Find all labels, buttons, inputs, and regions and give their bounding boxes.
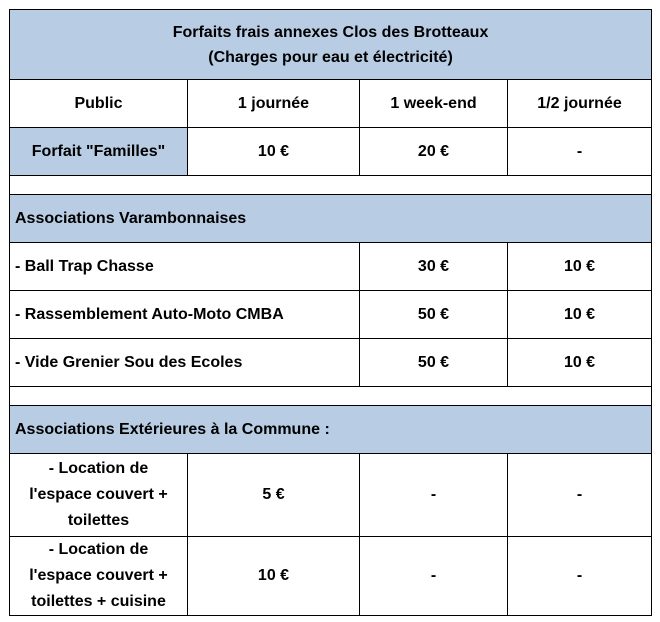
title-line-2: (Charges pour eau et électricité): [208, 48, 453, 66]
header-row: [10, 80, 652, 128]
row-label: - Rassemblement Auto-Moto CMBA: [10, 291, 360, 339]
half-day-price: -: [508, 454, 652, 537]
familles-day-price: 10 €: [188, 128, 360, 176]
column-header-1-day: 1 journée: [188, 80, 360, 128]
table-row: [10, 291, 652, 339]
day-price: 10 €: [188, 537, 360, 616]
table-row: [10, 537, 652, 616]
row-label-line-2: l'espace couvert +: [29, 567, 168, 584]
row-label: - Ball Trap Chasse: [10, 243, 360, 291]
weekend-price: 50 €: [360, 291, 508, 339]
pricing-table: [9, 9, 652, 616]
half-day-price: 10 €: [508, 243, 652, 291]
spacer-row: [10, 176, 652, 195]
familles-label: Forfait "Familles": [10, 128, 188, 176]
weekend-price: 30 €: [360, 243, 508, 291]
section-heading-varambonnaises: Associations Varambonnaises: [10, 195, 652, 243]
column-header-public: Public: [10, 80, 188, 128]
familles-half-day-price: -: [508, 128, 652, 176]
row-label: [10, 537, 188, 616]
table-row: [10, 243, 652, 291]
section-heading-exterieures: Associations Extérieures à la Commune :: [10, 406, 652, 454]
row-label: - Vide Grenier Sou des Ecoles: [10, 339, 360, 387]
spacer-row: [10, 387, 652, 406]
table-row: [10, 339, 652, 387]
column-header-1-weekend: 1 week-end: [360, 80, 508, 128]
spacer-cell: [10, 176, 652, 195]
row-label: [10, 454, 188, 537]
column-header-half-day: 1/2 journée: [508, 80, 652, 128]
half-day-price: -: [508, 537, 652, 616]
title-line-1: Forfaits frais annexes Clos des Brotteaux: [172, 23, 489, 41]
weekend-price: 50 €: [360, 339, 508, 387]
day-price: 5 €: [188, 454, 360, 537]
spacer-cell: [10, 387, 652, 406]
row-label-line-1: - Location de: [48, 460, 149, 477]
row-label-line-3: toilettes + cuisine: [31, 593, 166, 610]
familles-weekend-price: 20 €: [360, 128, 508, 176]
row-label-line-1: - Location de: [48, 541, 149, 558]
section-header-exterieures: [10, 406, 652, 454]
half-day-price: 10 €: [508, 339, 652, 387]
table-row-familles: [10, 128, 652, 176]
row-label-line-2: l'espace couvert +: [29, 486, 168, 503]
row-label-line-3: toilettes: [67, 512, 130, 529]
weekend-price: -: [360, 454, 508, 537]
section-header-varambonnaises: [10, 195, 652, 243]
half-day-price: 10 €: [508, 291, 652, 339]
weekend-price: -: [360, 537, 508, 616]
table-row: [10, 454, 652, 537]
table-title: [10, 10, 652, 80]
